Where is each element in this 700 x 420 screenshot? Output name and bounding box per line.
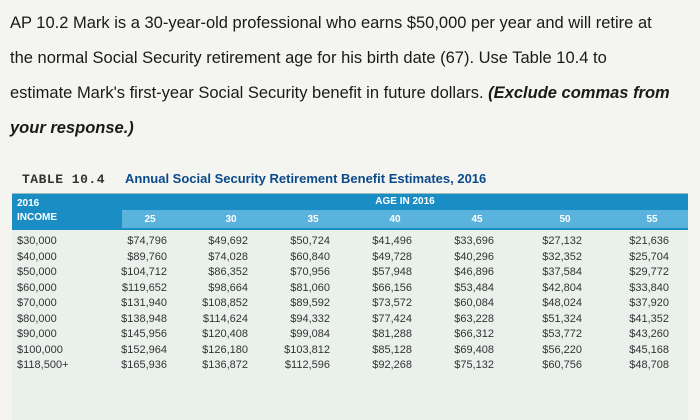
benefit-cell: $126,180	[202, 343, 248, 356]
benefit-cell: $74,028	[208, 250, 248, 263]
table-number: TABLE 10.4	[22, 172, 106, 187]
income-cell: $118,500+	[17, 359, 69, 371]
table-row	[12, 343, 688, 359]
table-row	[12, 296, 688, 312]
income-cell: $100,000	[17, 343, 63, 356]
income-cell: $50,000	[17, 266, 57, 278]
benefit-cell: $51,324	[542, 312, 582, 325]
income-cell: $30,000	[17, 235, 57, 247]
age-column-header: 55	[646, 214, 658, 225]
age-column-header: 40	[389, 214, 401, 225]
benefit-cell: $73,572	[372, 297, 412, 309]
table-row	[12, 281, 688, 297]
table-caption	[22, 171, 486, 187]
income-header-label: INCOME	[17, 212, 57, 223]
age-header: AGE IN 2016	[375, 196, 435, 207]
benefit-cell: $33,840	[629, 281, 669, 294]
benefit-cell: $37,584	[542, 266, 582, 278]
income-cell: $40,000	[17, 250, 57, 263]
table-title: Annual Social Security Retirement Benefit Estimates, 2016	[125, 171, 487, 186]
benefit-cell: $108,852	[202, 297, 248, 309]
age-column-header: 35	[307, 214, 319, 225]
benefit-cell: $112,596	[284, 359, 330, 371]
benefit-cell: $145,956	[121, 328, 167, 340]
table-row	[12, 312, 688, 328]
benefit-cell: $46,896	[454, 266, 494, 278]
benefit-cell: $85,128	[372, 343, 412, 356]
benefit-cell: $136,872	[202, 359, 248, 371]
income-cell: $80,000	[17, 312, 57, 325]
benefit-cell: $27,132	[542, 235, 582, 247]
benefit-cell: $37,920	[629, 297, 669, 309]
age-column-header: 45	[471, 214, 483, 225]
benefit-cell: $48,708	[629, 359, 669, 371]
benefit-cell: $60,840	[290, 250, 330, 263]
benefit-cell: $69,408	[454, 343, 494, 356]
age-column-header: 50	[559, 214, 571, 225]
benefit-cell: $119,652	[121, 281, 167, 294]
table-row	[12, 250, 688, 266]
income-cell: $90,000	[17, 328, 57, 340]
benefit-cell: $21,636	[629, 235, 669, 247]
benefit-cell: $94,332	[290, 312, 330, 325]
benefit-cell: $49,728	[372, 250, 412, 263]
income-cell: $60,000	[17, 281, 57, 294]
benefit-cell: $104,712	[121, 266, 167, 278]
benefit-cell: $53,484	[454, 281, 494, 294]
benefit-cell: $66,312	[454, 328, 494, 340]
benefit-cell: $152,964	[121, 343, 167, 356]
income-cell: $70,000	[17, 297, 57, 309]
benefit-cell: $50,724	[290, 235, 330, 247]
table-row	[12, 234, 688, 250]
question-instruction: (Exclude commas from	[488, 84, 670, 102]
benefit-cell: $25,704	[629, 250, 669, 263]
benefit-cell: $45,168	[629, 343, 669, 356]
benefit-cell: $92,268	[372, 359, 412, 371]
question-text	[10, 6, 690, 146]
benefit-cell: $53,772	[542, 328, 582, 340]
benefit-cell: $63,228	[454, 312, 494, 325]
income-header-year: 2016	[17, 198, 40, 209]
benefit-cell: $86,352	[208, 266, 248, 278]
table-header	[12, 194, 688, 230]
benefit-cell: $75,132	[454, 359, 494, 371]
benefit-cell: $103,812	[284, 343, 330, 356]
benefit-cell: $89,760	[127, 250, 167, 263]
question-line-3-text: estimate Mark's first-year Social Security benefit in future dollars.	[10, 84, 489, 102]
benefit-cell: $81,288	[372, 328, 412, 340]
benefit-cell: $56,220	[542, 343, 582, 356]
benefit-cell: $70,956	[290, 266, 330, 278]
benefit-cell: $89,592	[290, 297, 330, 309]
benefit-cell: $43,260	[629, 328, 669, 340]
table-row	[12, 358, 688, 374]
benefit-cell: $60,084	[454, 297, 494, 309]
benefit-cell: $60,756	[542, 359, 582, 371]
benefit-cell: $120,408	[202, 328, 248, 340]
benefit-cell: $98,664	[208, 281, 248, 294]
benefit-cell: $32,352	[542, 250, 582, 263]
benefit-cell: $66,156	[372, 281, 412, 294]
benefit-cell: $42,804	[542, 281, 582, 294]
benefit-cell: $41,352	[629, 312, 669, 325]
benefit-cell: $165,936	[121, 359, 167, 371]
age-column-header: 30	[225, 214, 237, 225]
question-line-3	[10, 76, 690, 111]
age-column-header: 25	[144, 214, 156, 225]
benefit-cell: $33,696	[454, 235, 494, 247]
question-line-4: your response.)	[10, 119, 134, 137]
benefit-cell: $29,772	[629, 266, 669, 278]
table-row	[12, 265, 688, 281]
benefit-cell: $40,296	[454, 250, 494, 263]
benefit-cell: $99,084	[290, 328, 330, 340]
benefit-cell: $74,796	[127, 235, 167, 247]
benefit-table	[12, 193, 688, 420]
table-row	[12, 327, 688, 343]
benefit-cell: $49,692	[208, 235, 248, 247]
question-line-2: the normal Social Security retirement age for his birth date (67). Use Table 10.4 to	[10, 49, 607, 67]
benefit-cell: $57,948	[372, 266, 412, 278]
benefit-cell: $114,624	[202, 312, 248, 325]
benefit-cell: $81,060	[290, 281, 330, 294]
benefit-cell: $41,496	[372, 235, 412, 247]
benefit-cell: $131,940	[121, 297, 167, 309]
benefit-cell: $77,424	[372, 312, 412, 325]
benefit-cell: $48,024	[542, 297, 582, 309]
benefit-cell: $138,948	[121, 312, 167, 325]
question-line-1: AP 10.2 Mark is a 30-year-old professional who earns $50,000 per year and will retire at	[10, 14, 652, 32]
